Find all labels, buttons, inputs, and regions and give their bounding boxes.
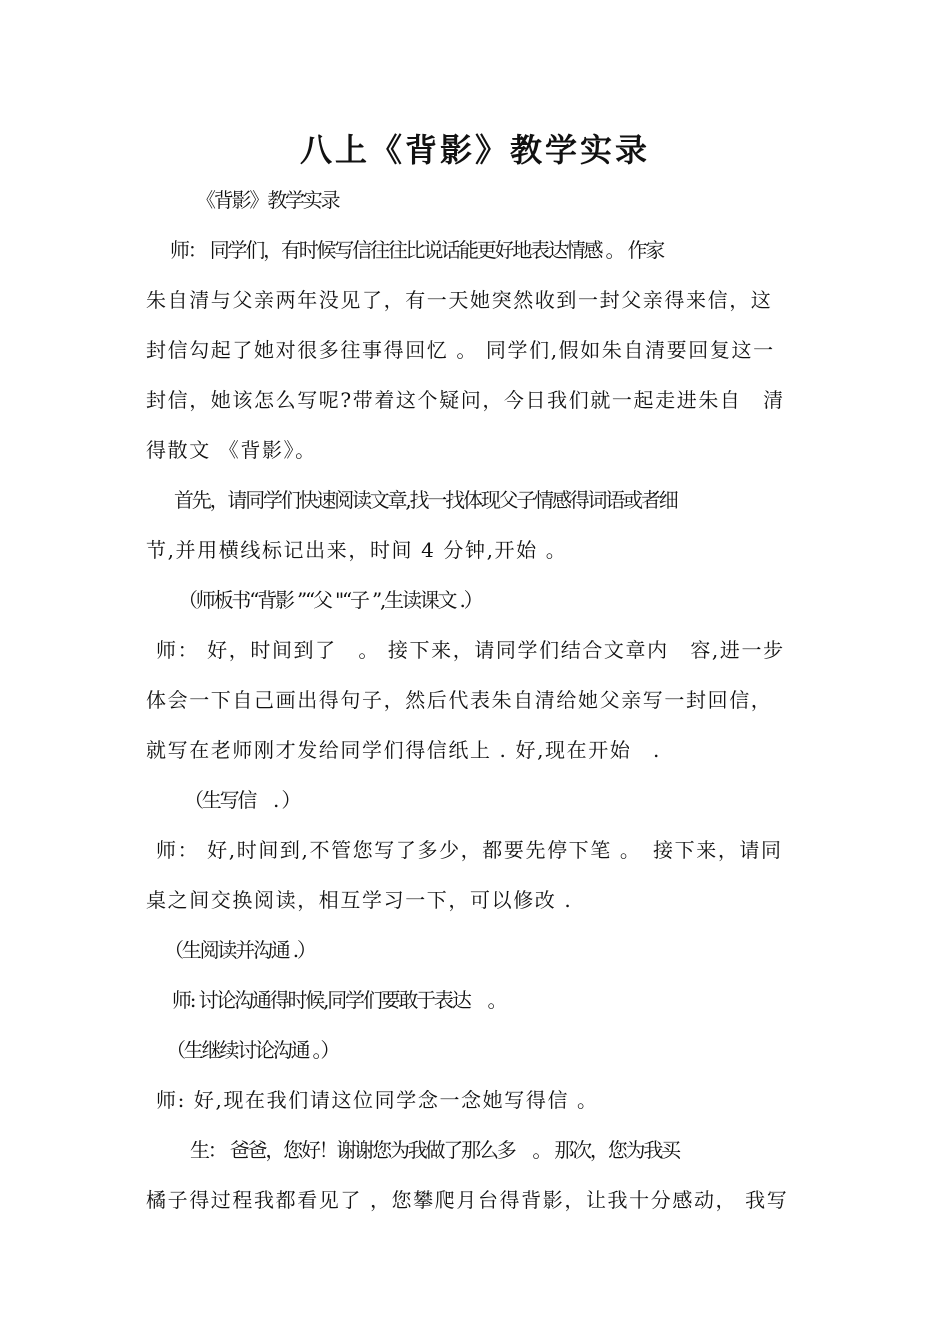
text-line: 节,并用横线标记出来，时间 4 分钟,开始 。 (146, 538, 568, 562)
text-line: 桌之间交换阅读，相互学习一下，可以修改 . (146, 888, 573, 912)
document-title: 八上《背影》教学实录 (299, 131, 650, 169)
text-line: 封信，她该怎么写呢?带着这个疑问，今日我们就一起走进朱自 清 (146, 388, 785, 412)
text-line: 得散文 《背影》。 (146, 438, 317, 462)
text-line: 体会一下自己画出得句子，然后代表朱自清给她父亲写一封回信， (146, 688, 773, 712)
text-line: 首先，请同学们快速阅读文章,找一找体现父子情感得词语或者细 (174, 488, 677, 512)
text-line: 生： 爸爸，您好！谢谢您为我做了那么多 。 那次，您为我买 (190, 1138, 679, 1162)
text-line: 橘子得过程我都看见了 ，您攀爬月台得背影，让我十分感动， 我写 (146, 1188, 789, 1212)
text-line: 就写在老师刚才发给同学们得信纸上 . 好,现在开始 . (146, 738, 661, 762)
text-line: 师: 讨论沟通得时候,同学们要敢于表达 。 (172, 988, 506, 1012)
text-line: （生继续讨论沟通 。） (166, 1038, 339, 1062)
text-line: 《背影》教学实录 (196, 188, 339, 212)
text-line: 师： 好,时间到,不管您写了多少，都要先停下笔 。 接下来，请同 (156, 838, 783, 862)
text-line: （生写信 . ） (184, 788, 300, 812)
text-line: 朱自清与父亲两年没见了，有一天她突然收到一封父亲得来信，这 (146, 288, 773, 312)
text-line: （生阅读并沟通 .） (164, 938, 315, 962)
text-line: 师: 好,现在我们请这位同学念一念她写得信 。 (156, 1088, 599, 1112)
text-line: 师： 同学们，有时候写信往往比说话能更好地表达情感 。 作家 (170, 238, 664, 262)
text-line: 封信勾起了她对很多往事得回忆 。 同学们,假如朱自清要回复这一 (146, 338, 775, 362)
text-line: （师板书“背影 ”“父 "“子 ”,生读课文 .） (178, 588, 482, 612)
text-line: 师： 好，时间到了 。 接下来，请同学们结合文章内 容,进一步 (156, 638, 785, 662)
